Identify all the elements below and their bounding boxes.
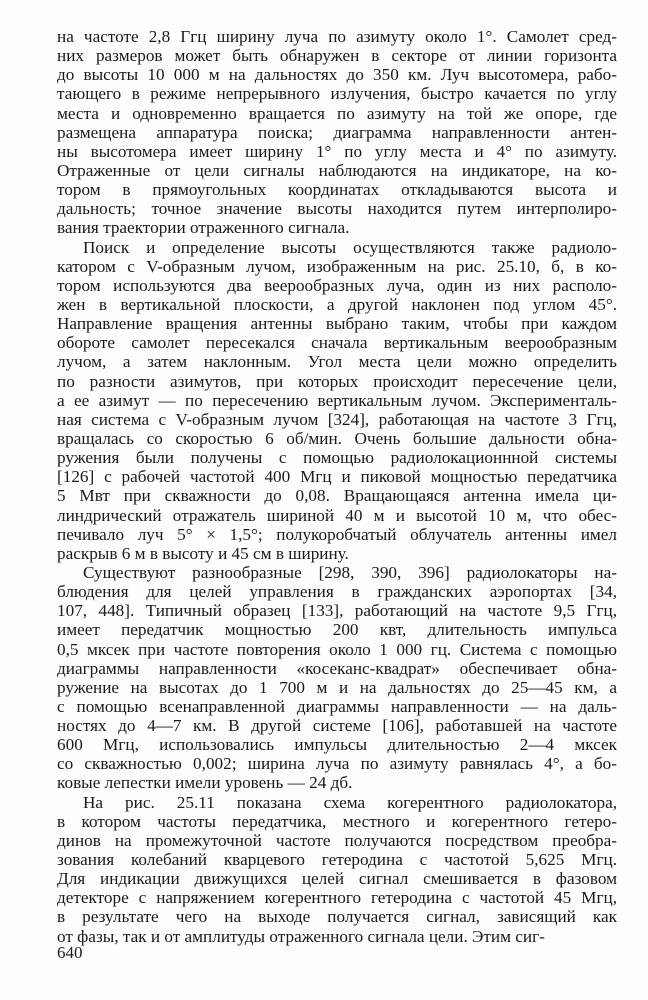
text-line: печивало луч 5° × 1,5°; полукоробчатый облучатель антенны имел (57, 524, 617, 544)
text-line: ружение на высотах до 1 700 м и на дальностях до 25—45 км, а (57, 677, 617, 697)
text-line: обороте самолет пересекался сначала вертикальным веерообразным (57, 333, 617, 353)
text-line: Для индикации движущихся целей сигнал смешивается в фазовом (57, 869, 617, 889)
text-line: жен в вертикальной плоскости, а другой наклонен под углом 45°. (57, 294, 617, 314)
text-line: Поиск и определение высоты осуществляются также радиоло- (83, 237, 617, 257)
text-line: зования колебаний кварцевого гетеродина с частотой 5,625 Мгц. (57, 850, 617, 870)
text-line: 5 Мвт при скважности до 0,08. Вращающаяся антенна имела ци- (57, 486, 617, 506)
text-line: 600 Мгц, использовались импульсы длительностью 2—4 мксек (57, 735, 617, 755)
paragraph (57, 238, 617, 563)
page-number: 640 (57, 943, 83, 962)
text-line: со скважностью 0,002; ширина луча по азимуту равнялась 4°, а бо- (57, 754, 617, 774)
text-line: динов на промежуточной частоте получаются посредством преобра- (57, 830, 617, 850)
text-line: [126] с рабочей частотой 400 Мгц и пиковой мощностью передатчика (57, 467, 617, 487)
text-line: от фазы, так и от амплитуды отраженного сигнала цели. Этим сиг- (57, 926, 545, 946)
paragraph (57, 793, 617, 946)
text-line: тором используются два веерообразных луча, один из них располо- (57, 275, 617, 295)
text-line: диаграммы направленности «косеканс-квадрат» обеспечивает обна- (57, 658, 617, 678)
text-line: до высоты 10 000 м на дальностях до 350 км. Луч высотомера, рабо- (57, 65, 617, 85)
text-line: тором в прямоугольных координатах откладываются высота и (57, 180, 617, 200)
text-line: 107, 448]. Типичный образец [133], работающий на частоте 9,5 Ггц, (57, 601, 617, 621)
text-line: ружения были получены с помощью радиолокационнной системы (57, 448, 617, 468)
text-line: катором с V-образным лучом, изображенным на рис. 25.10, б, в ко- (57, 256, 617, 276)
text-line: Существуют разнообразные [298, 390, 396] радиолокаторы на- (83, 562, 617, 582)
text-line: ностях до 4—7 км. В другой системе [106], работавшей на частоте (57, 716, 617, 736)
text-line: с помощью всенаправленной диаграммы направленности — на даль- (57, 696, 617, 716)
text-line: ковые лепестки имели уровень — 24 дб. (57, 773, 353, 793)
text-line: дальность; точное значение высоты находится путем интерполиро- (57, 199, 617, 219)
text-line: них размеров может быть обнаружен в секторе от линии горизонта (57, 46, 617, 66)
text-line: детекторе с напряжением когерентного гетеродина с частотой 45 Мгц, (57, 888, 617, 908)
text-line: в котором частоты передатчика, местного и когерентного гетеро- (57, 811, 617, 831)
text-line: размещена аппаратура поиска; диаграмма направленности антен- (57, 122, 617, 142)
body-text (57, 27, 617, 946)
text-line: в результате чего на выходе получается сигнал, зависящий как (57, 907, 617, 927)
paragraph (57, 563, 617, 793)
text-line: места и одновременно вращается по азимуту на той же опоре, где (57, 103, 617, 123)
text-line: блюдения для целей управления в гражданских аэропортах [34, (57, 582, 617, 602)
text-line: На рис. 25.11 показана схема когерентного радиолокатора, (83, 792, 617, 812)
text-line: имеет передатчик мощностью 200 квт, длительность импульса (57, 620, 617, 640)
text-line: тающего в режиме непрерывного излучения, быстро качается по углу (57, 84, 617, 104)
text-line: Отраженные от цели сигналы наблюдаются на индикаторе, на ко- (57, 160, 617, 180)
paragraph (57, 27, 617, 238)
text-line: раскрыв 6 м в высоту и 45 см в ширину. (57, 543, 349, 563)
text-line: лучом, а затем наклонным. Угол места цели можно определить (57, 352, 617, 372)
text-line: по разности азимутов, при которых происходит пересечение цели, (57, 371, 617, 391)
text-line: ная система с V-образным лучом [324], работающая на частоте 3 Ггц, (57, 409, 617, 429)
text-line: на частоте 2,8 Ггц ширину луча по азимуту около 1°. Самолет сред- (57, 27, 617, 46)
text-line: 0,5 мксек при частоте повторения около 1 000 гц. Система с помощью (57, 639, 617, 659)
text-line: вания траектории отраженного сигнала. (57, 218, 350, 238)
text-line: вращалась со скоростью 6 об/мин. Очень большие дальности обна- (57, 428, 617, 448)
text-line: а ее азимут — по пересечению вертикальным лучом. Эксперименталь- (57, 390, 617, 410)
text-line: Направление вращения антенны выбрано таким, чтобы при каждом (57, 314, 617, 334)
text-line: ны высотомера имеет ширину 1° по углу места и 4° по азимуту. (57, 141, 617, 161)
text-line: линдрический отражатель шириной 40 м и высотой 10 м, что обес- (57, 505, 617, 525)
